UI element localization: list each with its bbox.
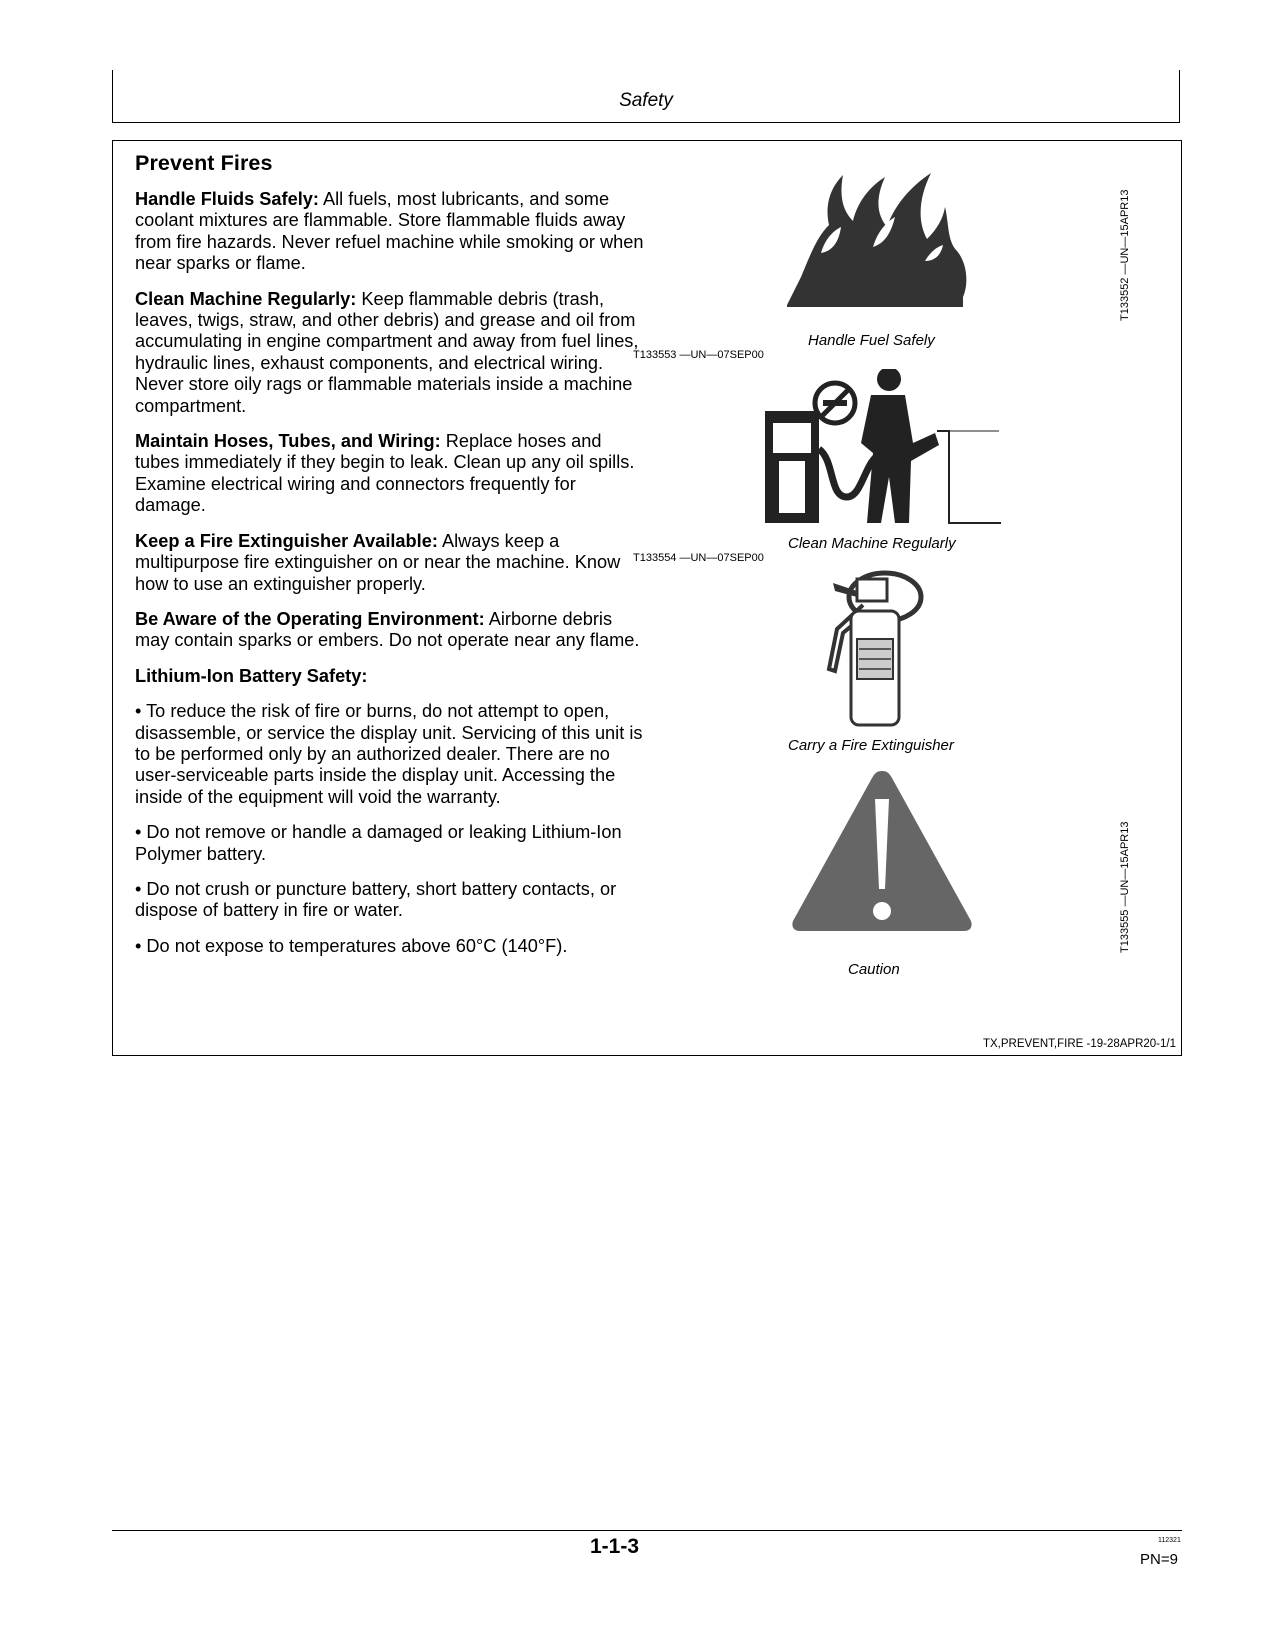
- battery-bullet: • Do not crush or puncture battery, short battery contacts, or dispose of battery in fire or water.: [135, 878, 617, 921]
- figure-caption: Clean Machine Regularly: [788, 535, 956, 552]
- text-column: [135, 151, 645, 971]
- section-title: Prevent Fires: [135, 151, 273, 175]
- figure-id: T133555 —UN—15APR13: [1119, 821, 1131, 953]
- paragraph-heading: Be Aware of the Operating Environment:: [135, 608, 485, 629]
- refueling-no-smoking-icon: [763, 369, 1003, 529]
- figure-caption: Handle Fuel Safely: [808, 332, 935, 349]
- paragraph-clean-machine: [135, 289, 645, 417]
- paragraph-heading: Maintain Hoses, Tubes, and Wiring:: [135, 431, 441, 452]
- paragraph-text: All fuels, most lubricants, and some coolant mixtures are flammable. Store flammable fluids away from fire hazards. Never refuel machine while smoking or when near sparks or flame.: [135, 189, 644, 274]
- paragraph-handle-fluids: [135, 189, 645, 275]
- flame-icon: [781, 167, 971, 309]
- paragraph-text: Replace hoses and tubes immediately if they begin to leak. Clean up any oil spills. Examine electrical wiring and connectors frequently for damage.: [135, 431, 635, 516]
- battery-heading: Lithium-Ion Battery Safety:: [135, 665, 368, 686]
- fire-extinguisher-icon: [823, 569, 933, 729]
- page-header: [112, 70, 1180, 123]
- page-number: 1-1-3: [590, 1535, 640, 1558]
- header-title: Safety: [619, 90, 673, 111]
- figure-id: T133554 —UN—07SEP00: [633, 552, 764, 564]
- footer-divider: [112, 1530, 1182, 1531]
- paragraph-heading: Handle Fluids Safely:: [135, 189, 319, 209]
- paragraph-fire-extinguisher: [135, 531, 645, 595]
- figure-caption: Caution: [848, 961, 900, 978]
- paragraph-maintain-hoses: [135, 431, 645, 517]
- paragraph-text: Airborne debris may contain sparks or embers. Do not operate near any flame.: [135, 608, 640, 651]
- figure-id: T133552 —UN—15APR13: [1119, 189, 1131, 321]
- paragraph-text: Always keep a multipurpose fire extinguisher on or near the machine. Know how to use an extinguisher properly.: [135, 530, 621, 594]
- document-reference: TX,PREVENT,FIRE -19-28APR20-1/1: [982, 1038, 1176, 1050]
- battery-bullet: • To reduce the risk of fire or burns, do not attempt to open, disassemble, or service the display unit. Servicing of this unit is to be performed only by an authorized dealer. There are no user-serviceable parts inside the display unit. Accessing the inside of the equipment will void the warranty.: [135, 701, 643, 807]
- paragraph-operating-environment: [135, 609, 645, 652]
- paragraph-heading: Keep a Fire Extinguisher Available:: [135, 530, 438, 551]
- caution-triangle-icon: [789, 765, 975, 933]
- figure-caption: Carry a Fire Extinguisher: [788, 737, 954, 754]
- battery-bullet: • Do not expose to temperatures above 60°C (140°F).: [135, 935, 568, 956]
- figure-id: T133553 —UN—07SEP00: [633, 349, 764, 361]
- footer-code: 112321: [1158, 1537, 1181, 1544]
- content-box: [112, 140, 1182, 1056]
- paragraph-text: Keep flammable debris (trash, leaves, twigs, straw, and other debris) and grease and oil from accumulating in engine compartment and away from fuel lines, hydraulic lines, exhaust components, and electrical wiring. Never store oily rags or flammable materials inside a machine compartment.: [135, 288, 639, 416]
- battery-bullet: • Do not remove or handle a damaged or leaking Lithium-Ion Polymer battery.: [135, 822, 622, 864]
- page-pn: PN=9: [1140, 1551, 1178, 1568]
- paragraph-heading: Clean Machine Regularly:: [135, 288, 357, 309]
